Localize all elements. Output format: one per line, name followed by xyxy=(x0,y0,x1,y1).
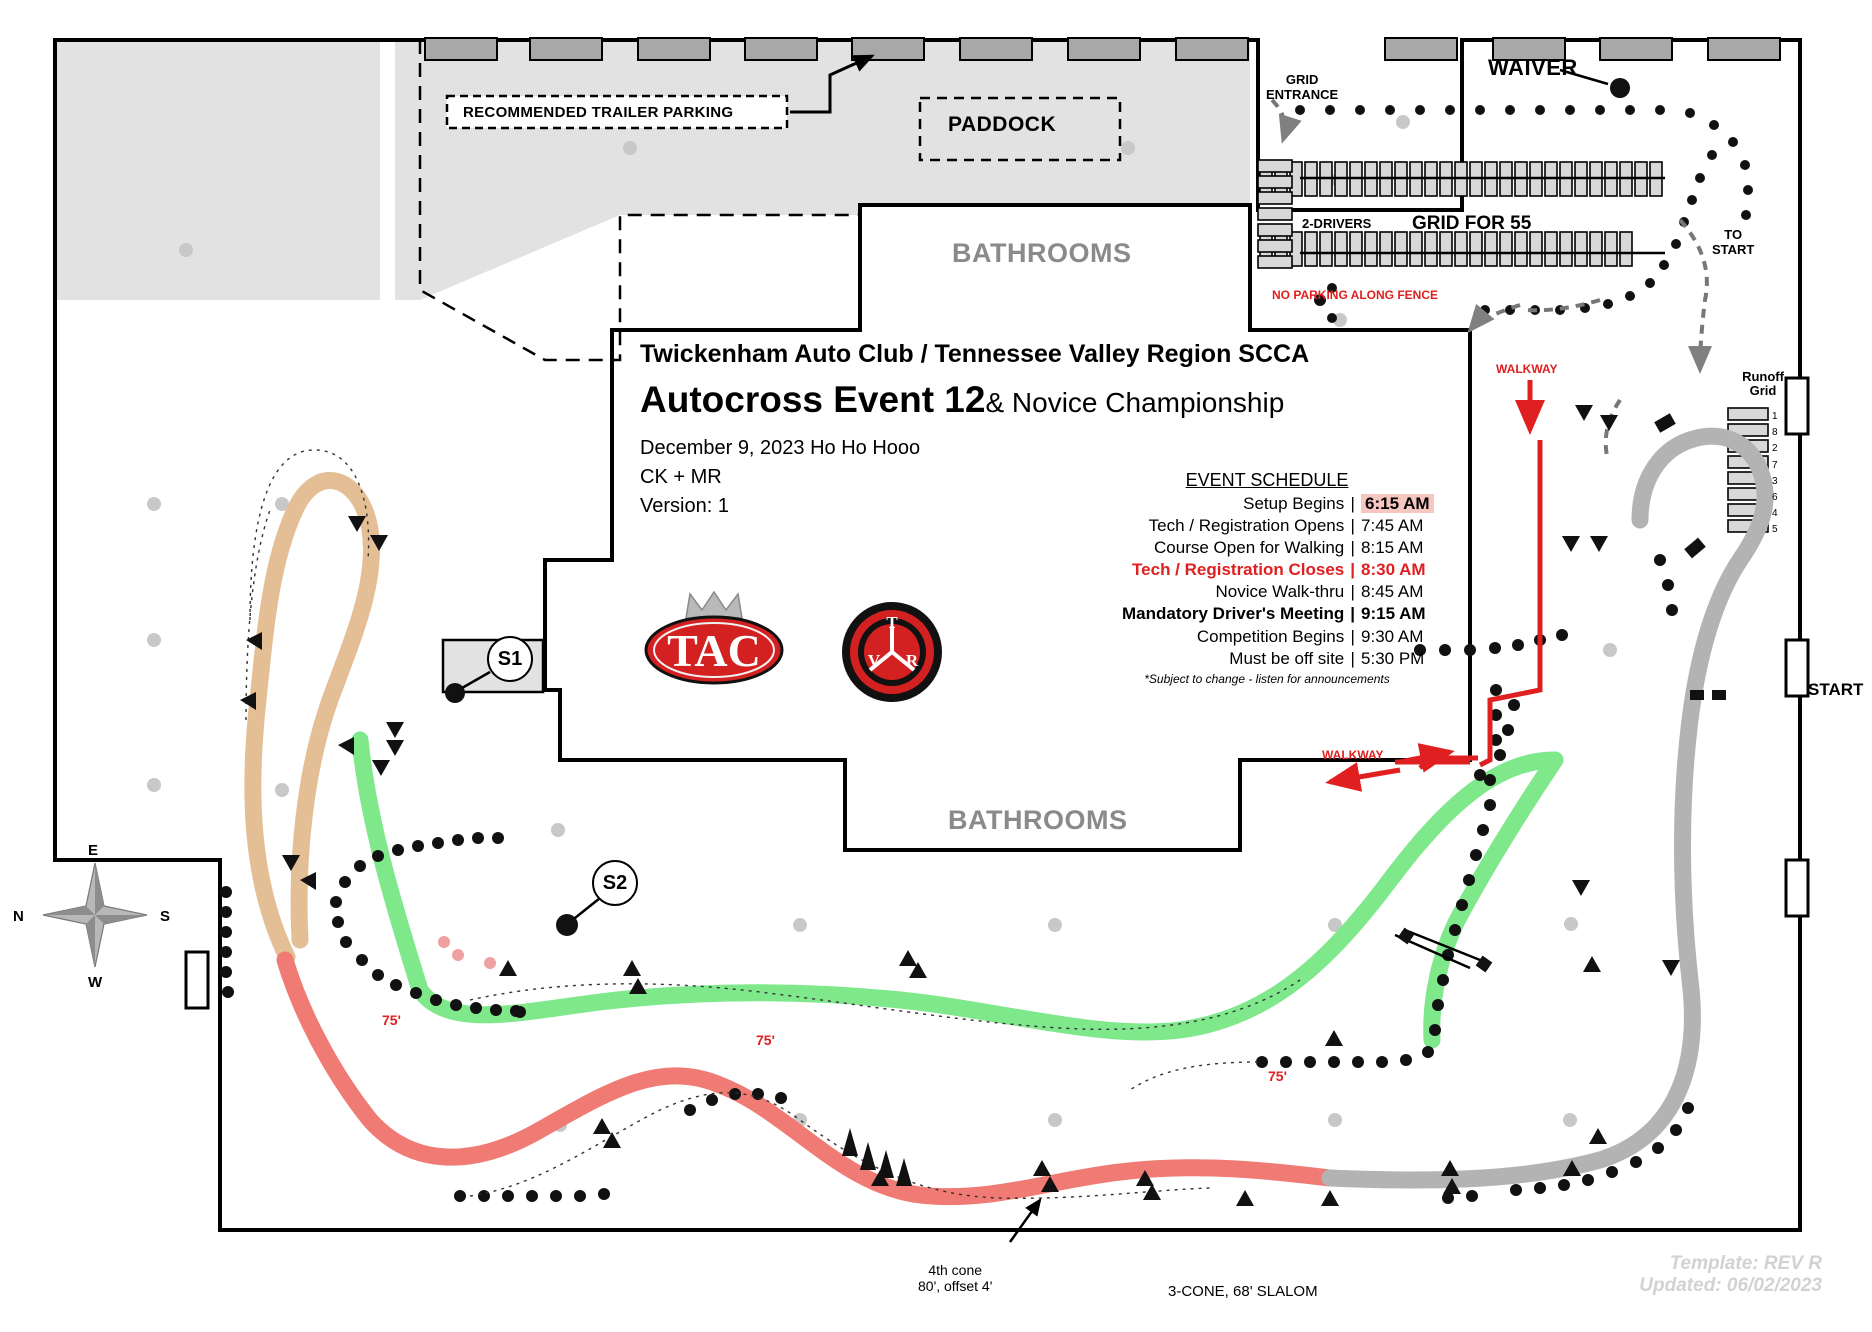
two-drivers-label: 2-DRIVERS xyxy=(1302,216,1372,231)
schedule-time xyxy=(1355,493,1434,515)
schedule-sep: | xyxy=(1350,516,1355,536)
to-start-line1: TO xyxy=(1724,227,1743,242)
grid-entrance-label xyxy=(1266,73,1338,103)
schedule-time: 7:45 AM xyxy=(1361,516,1424,536)
schedule-row xyxy=(1122,626,1434,648)
schedule-time: 8:30 AM xyxy=(1361,560,1426,580)
schedule-label: Course Open for Walking xyxy=(1154,538,1345,558)
event-date: December 9, 2023 Ho Ho Hooo xyxy=(640,437,921,459)
cone-note xyxy=(918,1262,992,1294)
runoff-grid-numbers xyxy=(1772,409,1778,539)
start-label: START xyxy=(1808,680,1864,699)
bathrooms-bottom-label: BATHROOMS xyxy=(948,805,1128,835)
runoff-num: 5 xyxy=(1772,524,1778,536)
slalom-label: 3-CONE, 68' SLALOM xyxy=(1168,1283,1318,1300)
paddock-label: PADDOCK xyxy=(948,113,1057,136)
schedule-label: Novice Walk-thru xyxy=(1215,582,1345,602)
event-title xyxy=(640,379,1430,421)
tvr-logo xyxy=(840,600,944,704)
schedule-sep: | xyxy=(1350,560,1356,580)
waiver-label: WAIVER xyxy=(1488,55,1578,80)
schedule-time: 9:15 AM xyxy=(1361,604,1426,624)
tvr-t: T xyxy=(886,613,898,632)
schedule-time: 5:30 PM xyxy=(1361,648,1425,668)
bathrooms-top-label: BATHROOMS xyxy=(952,238,1132,268)
tac-logo xyxy=(642,588,786,686)
station-1-marker: S1 xyxy=(487,636,533,682)
tvr-v: V xyxy=(867,651,881,670)
schedule-time: 8:15 AM xyxy=(1361,538,1424,558)
distance-label-1: 75' xyxy=(382,1012,401,1028)
runoff-num: 4 xyxy=(1772,508,1778,520)
schedule-time: 8:45 AM xyxy=(1361,582,1424,602)
compass-w-label: N xyxy=(13,908,24,925)
updated-label: Updated: 06/02/2023 xyxy=(1639,1275,1822,1296)
schedule-row xyxy=(1122,537,1434,559)
cone-note-line1 xyxy=(918,1262,992,1278)
schedule-sep: | xyxy=(1350,538,1355,558)
schedule-row xyxy=(1122,515,1434,537)
grid-entrance-line1: GRID xyxy=(1285,72,1319,87)
to-start-line2: START xyxy=(1712,241,1755,257)
event-title-sub: & Novice Championship xyxy=(985,387,1285,418)
schedule-table xyxy=(1122,493,1434,670)
schedule-label: Competition Begins xyxy=(1196,626,1345,646)
distance-label-3: 75' xyxy=(1268,1068,1287,1084)
cone-note-text: 4th cone xyxy=(928,1262,983,1278)
compass-s-label: W xyxy=(88,974,103,991)
event-schedule xyxy=(1122,470,1430,686)
cone-note-line2: 80', offset 4' xyxy=(918,1278,993,1294)
grid-for-55-label: GRID FOR 55 xyxy=(1412,213,1532,234)
runoff-num: 8 xyxy=(1772,427,1778,439)
schedule-row xyxy=(1122,581,1434,603)
club-title: Twickenham Auto Club / Tennessee Valley Region SCCA xyxy=(640,340,1310,368)
compass-e-label: S xyxy=(160,908,171,925)
schedule-label: Mandatory Driver's Meeting xyxy=(1122,604,1345,624)
runoff-num: 6 xyxy=(1772,492,1778,504)
no-parking-label: NO PARKING ALONG FENCE xyxy=(1272,288,1439,302)
schedule-label: Tech / Registration Opens xyxy=(1148,516,1345,536)
schedule-row xyxy=(1122,559,1434,581)
schedule-row xyxy=(1122,648,1434,670)
compass-rose xyxy=(13,840,171,991)
recommended-trailer-parking-label: RECOMMENDED TRAILER PARKING xyxy=(463,104,734,121)
schedule-sep: | xyxy=(1350,582,1355,602)
grid-entrance-line2: ENTRANCE xyxy=(1266,86,1339,102)
event-version: Version: 1 xyxy=(640,495,729,517)
schedule-row xyxy=(1122,493,1434,515)
template-label: Template: REV R xyxy=(1669,1253,1822,1274)
schedule-heading: EVENT SCHEDULE xyxy=(1185,470,1349,490)
event-designers: CK + MR xyxy=(640,466,722,488)
walkway-bottom-label: WALKWAY xyxy=(1322,748,1384,762)
schedule-note: *Subject to change - listen for announcements xyxy=(1144,671,1390,686)
station-1-dot xyxy=(445,683,465,703)
schedule-label: Tech / Registration Closes xyxy=(1132,560,1345,580)
event-title-main: Autocross Event 12 xyxy=(640,379,986,420)
runoff-line2: Grid xyxy=(1749,383,1777,399)
schedule-time: 9:30 AM xyxy=(1361,626,1424,646)
runoff-num: 2 xyxy=(1772,443,1778,455)
schedule-time-text: 6:15 AM xyxy=(1361,494,1434,513)
station-2-marker: S2 xyxy=(592,860,638,906)
walkway-top-label: WALKWAY xyxy=(1496,362,1558,376)
distance-label-2: 75' xyxy=(756,1032,775,1048)
schedule-sep: | xyxy=(1350,604,1356,624)
runoff-line1: Runoff xyxy=(1742,369,1784,384)
runoff-num: 3 xyxy=(1772,475,1778,487)
to-start-label xyxy=(1712,228,1754,258)
runoff-grid-label xyxy=(1728,370,1798,399)
runoff-num: 1 xyxy=(1772,411,1778,422)
schedule-row xyxy=(1122,603,1434,625)
schedule-sep: | xyxy=(1350,494,1355,513)
compass-n-label: E xyxy=(88,842,99,859)
runoff-num: 7 xyxy=(1772,459,1778,471)
schedule-sep: | xyxy=(1350,626,1355,646)
schedule-label: Setup Begins xyxy=(1243,494,1345,513)
schedule-label: Must be off site xyxy=(1229,648,1345,668)
tac-logo-text: TAC xyxy=(667,625,761,676)
schedule-sep: | xyxy=(1350,648,1355,668)
template-version xyxy=(1572,1253,1822,1297)
tvr-r: R xyxy=(905,651,919,670)
waiver-dot xyxy=(1610,78,1630,98)
